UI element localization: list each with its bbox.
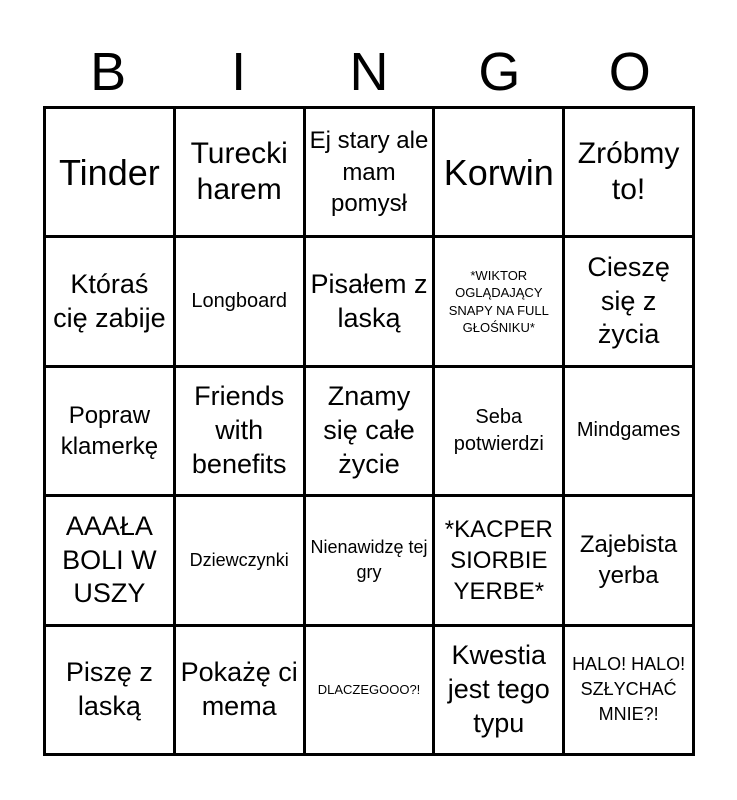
bingo-header <box>43 40 695 104</box>
bingo-cell-r1-c1[interactable]: Tinder <box>46 109 176 238</box>
header-letter-g: G <box>478 42 521 102</box>
bingo-board <box>43 106 695 756</box>
bingo-cell-r5-c4[interactable]: Kwestia jest tego typu <box>435 627 565 756</box>
bingo-cell-r3-c4[interactable]: Seba potwierdzi <box>435 368 565 497</box>
bingo-cell-r5-c3[interactable]: DLACZEGOOO?! <box>306 627 436 756</box>
bingo-cell-r1-c4[interactable]: Korwin <box>435 109 565 238</box>
bingo-cell-r3-c5[interactable]: Mindgames <box>565 368 695 497</box>
header-letter-i: I <box>231 42 247 102</box>
bingo-cell-r3-c3[interactable]: Znamy się całe życie <box>306 368 436 497</box>
bingo-cell-r3-c1[interactable]: Popraw klamerkę <box>46 368 176 497</box>
bingo-cell-r2-c5[interactable]: Cieszę się z życia <box>565 238 695 367</box>
header-letter-n: N <box>349 42 389 102</box>
bingo-cell-r2-c1[interactable]: Któraś cię zabije <box>46 238 176 367</box>
bingo-cell-r4-c1[interactable]: AAAŁA BOLI W USZY <box>46 497 176 626</box>
bingo-cell-r1-c5[interactable]: Zróbmy to! <box>565 109 695 238</box>
bingo-cell-r1-c2[interactable]: Turecki harem <box>176 109 306 238</box>
bingo-cell-r2-c4[interactable]: *WIKTOR OGLĄDAJĄCY SNAPY NA FULL GŁOŚNIKU* <box>435 238 565 367</box>
bingo-cell-r5-c2[interactable]: Pokażę ci mema <box>176 627 306 756</box>
bingo-cell-r4-c5[interactable]: Zajebista yerba <box>565 497 695 626</box>
bingo-cell-r3-c2[interactable]: Friends with benefits <box>176 368 306 497</box>
bingo-cell-r2-c3[interactable]: Pisałem z laską <box>306 238 436 367</box>
bingo-cell-r4-c3[interactable]: Nienawidzę tej gry <box>306 497 436 626</box>
bingo-cell-r2-c2[interactable]: Longboard <box>176 238 306 367</box>
header-letter-o: O <box>608 42 651 102</box>
bingo-cell-r1-c3[interactable]: Ej stary ale mam pomysł <box>306 109 436 238</box>
header-letter-b: B <box>90 42 127 102</box>
bingo-cell-r4-c2[interactable]: Dziewczynki <box>176 497 306 626</box>
bingo-cell-r4-c4[interactable]: *KACPER SIORBIE YERBE* <box>435 497 565 626</box>
bingo-cell-r5-c5[interactable]: HALO! HALO! SZŁYCHAĆ MNIE?! <box>565 627 695 756</box>
bingo-cell-r5-c1[interactable]: Piszę z laską <box>46 627 176 756</box>
